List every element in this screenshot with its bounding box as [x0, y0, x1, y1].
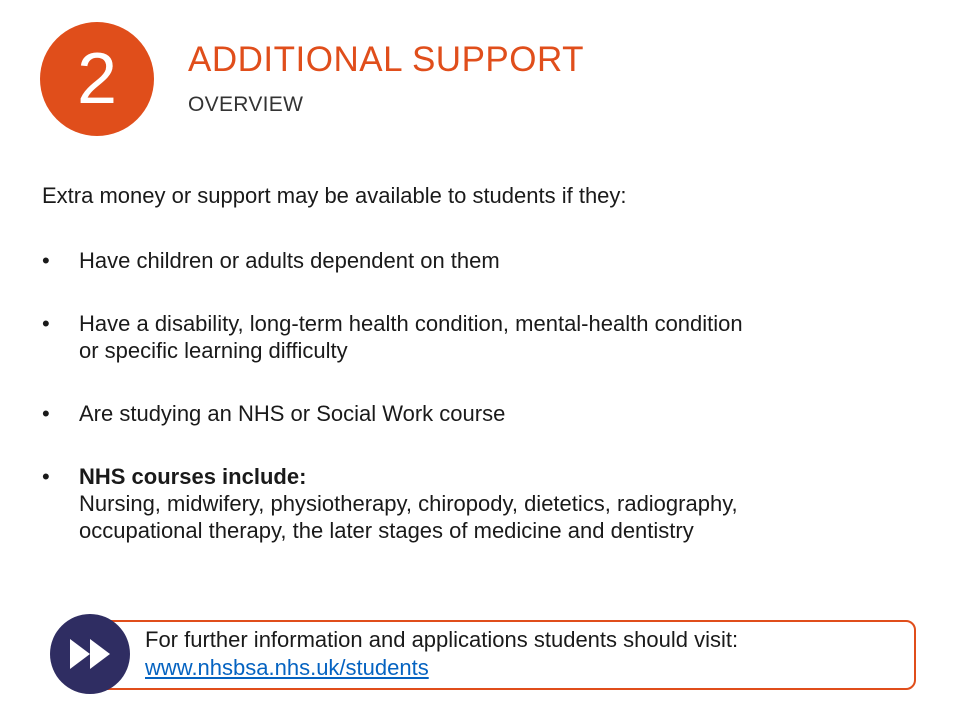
- list-item-text: Have a disability, long-term health condition, mental-health condition: [79, 311, 743, 336]
- list-item-text: Are studying an NHS or Social Work course: [79, 401, 506, 426]
- section-number-badge: [40, 22, 154, 136]
- list-item-text: occupational therapy, the later stages of medicine and dentistry: [79, 518, 694, 543]
- list-item-heading: NHS courses include:: [79, 464, 307, 489]
- page-subtitle: OVERVIEW: [188, 93, 304, 116]
- bullet-icon: •: [42, 311, 50, 336]
- bullet-icon: •: [42, 464, 50, 489]
- list-item-text: or specific learning difficulty: [79, 338, 348, 363]
- fast-forward-icon: [50, 614, 130, 694]
- info-text-block: [145, 626, 738, 682]
- students-link[interactable]: www.nhsbsa.nhs.uk/students: [145, 655, 429, 680]
- bullet-icon: •: [42, 401, 50, 426]
- info-text: For further information and applications students should visit:: [145, 627, 739, 652]
- list-item: [42, 400, 932, 427]
- bullet-icon: •: [42, 248, 50, 273]
- list-item-text: Have children or adults dependent on them: [79, 248, 500, 273]
- fast-forward-glyph: [66, 637, 114, 671]
- page-title: ADDITIONAL SUPPORT: [188, 40, 585, 79]
- intro-text: Extra money or support may be available to students if they:: [42, 183, 627, 208]
- section-number: 2: [76, 39, 118, 119]
- list-item: [42, 310, 932, 364]
- bullet-list: [42, 247, 932, 544]
- list-item: [42, 247, 932, 274]
- list-item: [42, 463, 932, 544]
- list-item-text: Nursing, midwifery, physiotherapy, chiropody, dietetics, radiography,: [79, 491, 738, 516]
